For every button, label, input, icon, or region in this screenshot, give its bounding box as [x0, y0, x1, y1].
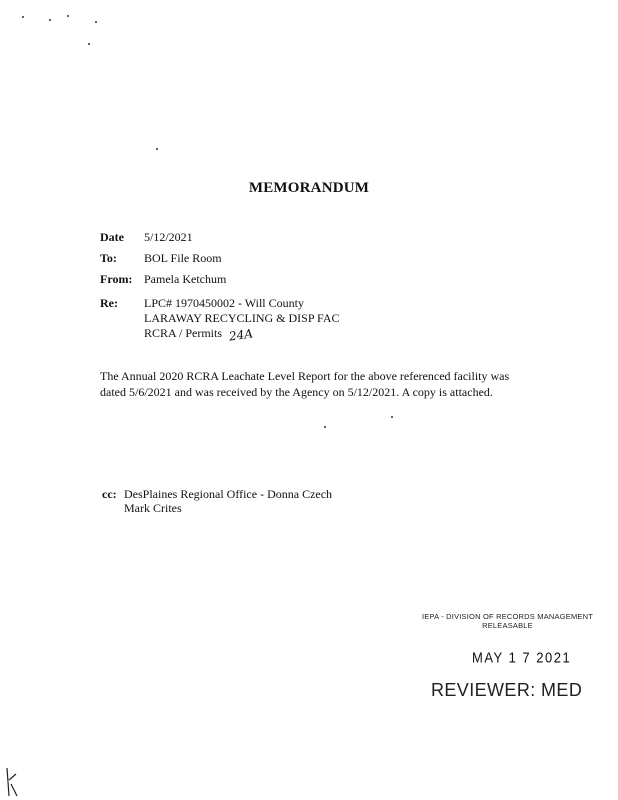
scan-speck	[67, 15, 69, 17]
cc-recipient: DesPlaines Regional Office - Donna Czech	[124, 487, 333, 501]
memo-title: MEMORANDUM	[248, 180, 370, 196]
handwritten-note: 24A	[228, 326, 254, 344]
from-label: From:	[100, 272, 133, 286]
re-line: LPC# 1970450002 - Will County	[144, 296, 304, 310]
memo-body: The Annual 2020 RCRA Leachate Level Report for the above referenced facility was dated 5/6/2021 and was received by the Agency on 5/12/2021. A copy is attached.	[100, 369, 510, 399]
date-label: Date	[100, 230, 124, 244]
scan-speck	[22, 16, 24, 18]
date-value: 5/12/2021	[144, 230, 193, 244]
to-label: To:	[100, 251, 117, 265]
to-value: BOL File Room	[144, 251, 222, 265]
scan-speck	[391, 416, 393, 418]
cc-label: cc:	[102, 487, 117, 501]
scan-speck	[95, 21, 97, 23]
scan-speck	[88, 43, 90, 45]
releasable-stamp: RELEASABLE	[482, 621, 533, 630]
reviewer-stamp: REVIEWER: MED	[431, 680, 583, 700]
cc-recipient: Mark Crites	[124, 501, 182, 515]
received-date-stamp: MAY 1 7 2021	[472, 648, 572, 667]
scan-speck	[156, 148, 158, 150]
scan-speck	[324, 426, 326, 428]
scan-speck	[49, 19, 51, 21]
re-line: RCRA / Permits	[144, 326, 223, 340]
records-division-stamp: IEPA - DIVISION OF RECORDS MANAGEMENT	[421, 612, 594, 621]
re-line: LARAWAY RECYCLING & DISP FAC	[144, 311, 340, 325]
re-label: Re:	[100, 296, 118, 310]
margin-scribble-icon	[4, 766, 20, 798]
from-value: Pamela Ketchum	[144, 272, 227, 286]
